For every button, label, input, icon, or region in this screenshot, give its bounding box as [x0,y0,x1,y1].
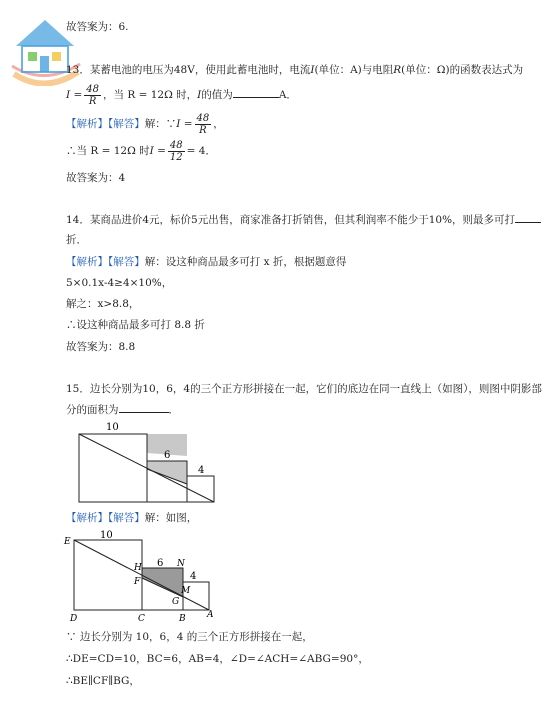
q15-stem-line1: 15．边长分别为10，6，4的三个正方形拼接在一起，它们的底边在同一直线上（如图），则图中阴影部 [66,383,542,395]
q15-line1: ∵ 边长分别为 10，6，4 的三个正方形拼接在一起， [66,631,313,643]
q15-line2: ∴DE=CD=10，BC=6，AB=4，∠D=∠ACH=∠ABG=90°， [66,653,369,665]
fig2-side-4: 4 [190,571,197,582]
fig2-point-n: N [177,559,185,569]
q13-stem-b-tail: 的值为 [201,89,233,101]
q13-answer-blank[interactable] [233,97,279,98]
q15-stem2-tail: ． [168,404,179,416]
q13-analysis-frac-den: R [199,124,207,136]
q13-answer: 故答案为：4 [66,172,126,184]
fig2-point-f: F [134,577,141,587]
q13-step-fraction [168,140,185,163]
q13-stem-line1 [66,63,523,77]
q14-analysis [66,255,346,269]
q13-analysis [66,112,224,136]
q13-analysis-frac-num: 48 [196,112,210,124]
q14-answer-blank[interactable] [515,222,541,223]
fig1-label-4: 4 [198,465,205,476]
fig1-label-6: 6 [164,450,171,461]
q13-formula-lhs: I = [66,89,83,101]
q14-answer: 故答案为：8.8 [66,341,136,353]
q13-analysis-text: 解：∵ [144,118,177,130]
fig1-shade [147,461,187,484]
q15-analysis-tag: 【解析】【解答】 [66,512,145,524]
fig2-point-e: E [64,537,71,547]
q13-step-num: 48 [169,139,183,151]
q13-frac-den: R [88,95,97,107]
q15-analysis [66,511,197,525]
q13-frac-num: 48 [86,83,100,95]
q13-number: 13 [66,64,80,76]
q13-stem-line2 [66,83,297,107]
q13-analysis-tag: 【解析】【解答】 [66,118,145,130]
fig2-side-10: 10 [100,530,113,541]
q13-stem-b-var: I [197,89,202,101]
q13-stem-a: ．某蓄电池的电压为48V，使用此蓄电池时，电流 [79,64,311,76]
q13-step-lhs: I = [149,145,166,157]
fig2-square-10 [74,540,142,610]
q15-analysis-text: 解：如图， [144,512,198,524]
q15-figure-2 [60,530,230,624]
q15-figure-1 [70,420,230,505]
fig1-square-10 [79,434,147,502]
fig2-point-b: B [179,614,186,624]
fig2-point-d: D [70,614,78,624]
q14-analysis-tag: 【解析】【解答】 [66,256,145,268]
q14-line1: 5×0.1x-4≥4×10%， [66,277,173,289]
fig2-point-h: H [134,563,142,573]
q15-stem2: 分的面积为 [66,404,119,416]
q13-analysis-tail: ， [213,118,224,130]
fig1-label-10: 10 [106,422,119,433]
q15-line3: ∴BE∥CF∥BG， [66,675,140,687]
fig2-shaded-region [142,568,183,597]
fig2-point-a: A [207,610,214,620]
q14-stem: 14．某商品进价4元，标价5元出售，商家准备打折销售，但其利润率不能少于10%，则最多可打 [66,214,516,226]
q13-step-tail: = 4． [186,145,216,157]
q15-stem-line2 [66,403,179,417]
fig2-point-g: G [172,597,180,607]
q14-line2: 解之：x>8.8， [66,298,140,310]
q13-stem-b: ，当 R = 12Ω 时， [103,89,198,101]
q13-fraction [84,84,101,107]
q13-unit-r: (单位：Ω)的函数表达式为 [401,64,524,76]
q13-stem-b-unit: A． [278,89,297,101]
q14-stem-line1 [66,213,541,227]
fig2-point-m: M [181,586,191,596]
q13-var-r: R [393,64,402,76]
q14-stem-line2: 折． [66,234,87,246]
q13-analysis-fraction [195,113,212,136]
q14-line3: ∴设这种商品最多可打 8.8 折 [66,319,205,331]
fig2-side-6: 6 [157,558,164,569]
q15-answer-blank[interactable] [119,412,169,413]
q13-step-den: 12 [169,151,183,163]
q13-var-i: I [310,64,315,76]
q14-analysis-text: 解：设这种商品最多可打 x 折，根据题意得 [144,256,347,268]
q13-step [66,139,216,163]
prev-answer: 故答案为：6. [66,21,129,33]
fig1-square-4 [187,476,214,502]
q13-analysis-lhs: I = [176,118,193,130]
fig2-point-c: C [138,614,145,624]
q13-step-a: ∴当 R = 12Ω 时 [66,145,150,157]
q13-unit-i: (单位：A)与电阻 [314,64,394,76]
